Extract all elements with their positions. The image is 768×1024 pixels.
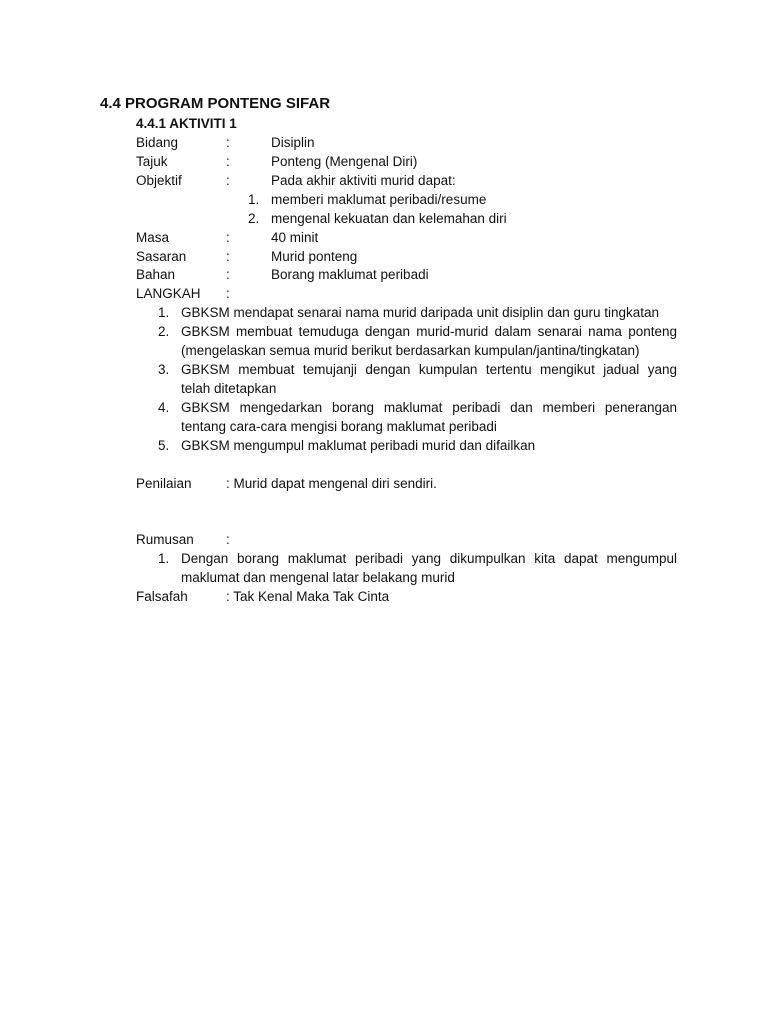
field-colon-objektif: :	[226, 173, 230, 188]
falsafah-label: Falsafah	[136, 589, 188, 604]
step-text: GBKSM membuat temujanji dengan kumpulan tertentu mengikut jadual yang	[181, 362, 677, 377]
field-colon-masa: :	[226, 230, 230, 245]
penilaian-label: Penilaian	[136, 476, 192, 491]
field-label-bidang: Bidang	[136, 135, 179, 150]
field-label-objektif: Objektif	[136, 173, 182, 188]
falsafah-value: : Tak Kenal Maka Tak Cinta	[226, 589, 390, 604]
field-value-sasaran: Murid ponteng	[271, 249, 358, 264]
section-title: 4.4 PROGRAM PONTENG SIFAR	[100, 95, 331, 112]
rumusan-item-text: Dengan borang maklumat peribadi yang dikumpulkan kita dapat mengumpul	[181, 551, 677, 566]
field-label-masa: Masa	[136, 230, 170, 245]
rumusan-item-number: 1.	[158, 551, 170, 566]
objective-text: memberi maklumat peribadi/resume	[271, 192, 487, 207]
penilaian-value: : Murid dapat mengenal diri sendiri.	[226, 476, 437, 491]
step-number: 3.	[158, 362, 170, 377]
field-value-tajuk: Ponteng (Mengenal Diri)	[271, 154, 418, 169]
activity-title: 4.4.1 AKTIVITI 1	[136, 116, 237, 131]
field-label-bahan: Bahan	[136, 267, 176, 282]
step-text: GBKSM mengedarkan borang maklumat peribadi dan memberi penerangan	[181, 400, 677, 415]
field-value-objektif: Pada akhir aktiviti murid dapat:	[271, 173, 456, 188]
field-value-bahan: Borang maklumat peribadi	[271, 267, 429, 282]
rumusan-item-text-continued: maklumat dan mengenal latar belakang murid	[181, 570, 455, 585]
field-colon-langkah: :	[226, 286, 230, 301]
step-number: 1.	[158, 305, 170, 320]
field-label-langkah: LANGKAH	[136, 286, 201, 301]
field-colon-bahan: :	[226, 267, 230, 282]
objective-text: mengenal kekuatan dan kelemahan diri	[271, 211, 507, 226]
step-text: GBKSM mendapat senarai nama murid daripada unit disiplin dan guru tingkatan	[181, 305, 660, 320]
step-number: 2.	[158, 324, 170, 339]
step-text: GBKSM membuat temuduga dengan murid-murid dalam senarai nama ponteng	[181, 324, 677, 339]
objective-number: 2.	[248, 211, 260, 226]
step-number: 4.	[158, 400, 170, 415]
step-number: 5.	[158, 438, 170, 453]
field-colon-sasaran: :	[226, 249, 230, 264]
step-text: GBKSM mengumpul maklumat peribadi murid dan difailkan	[181, 438, 536, 453]
step-text-continued: (mengelaskan semua murid berikut berdasarkan kumpulan/jantina/tingkatan)	[181, 343, 640, 358]
rumusan-label: Rumusan	[136, 532, 194, 547]
field-value-masa: 40 minit	[271, 230, 319, 245]
field-label-sasaran: Sasaran	[136, 249, 187, 264]
rumusan-colon: :	[226, 532, 230, 547]
field-colon-bidang: :	[226, 135, 230, 150]
field-value-bidang: Disiplin	[271, 135, 315, 150]
field-colon-tajuk: :	[226, 154, 230, 169]
step-text-continued: tentang cara-cara mengisi borang maklumat peribadi	[181, 419, 497, 434]
objective-number: 1.	[248, 192, 260, 207]
step-text-continued: telah ditetapkan	[181, 381, 277, 396]
field-label-tajuk: Tajuk	[136, 154, 168, 169]
